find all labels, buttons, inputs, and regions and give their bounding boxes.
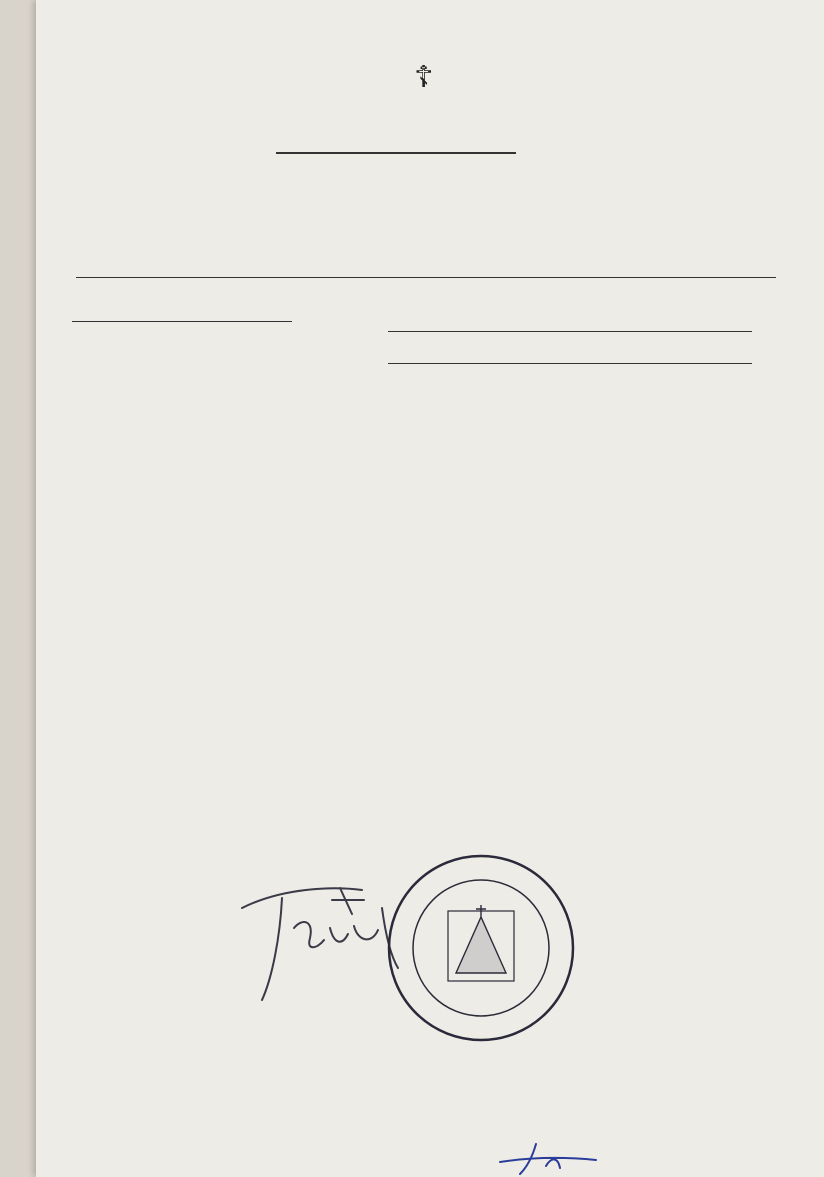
left-ornament-border	[64, 8, 90, 238]
right-ornament-border	[766, 60, 796, 1100]
bank-details	[76, 276, 776, 278]
church-stamp	[386, 853, 576, 1043]
blue-pen-signature	[496, 1138, 606, 1174]
addressee-rule-1	[388, 331, 752, 332]
top-ornament-border	[66, 8, 806, 44]
orthodox-cross-icon: ☦	[414, 60, 434, 95]
document-body	[94, 491, 776, 503]
date-underline	[72, 321, 292, 322]
addressee-rule-2	[388, 363, 752, 364]
eparchy-heading	[276, 150, 516, 154]
document-page	[36, 0, 824, 1177]
